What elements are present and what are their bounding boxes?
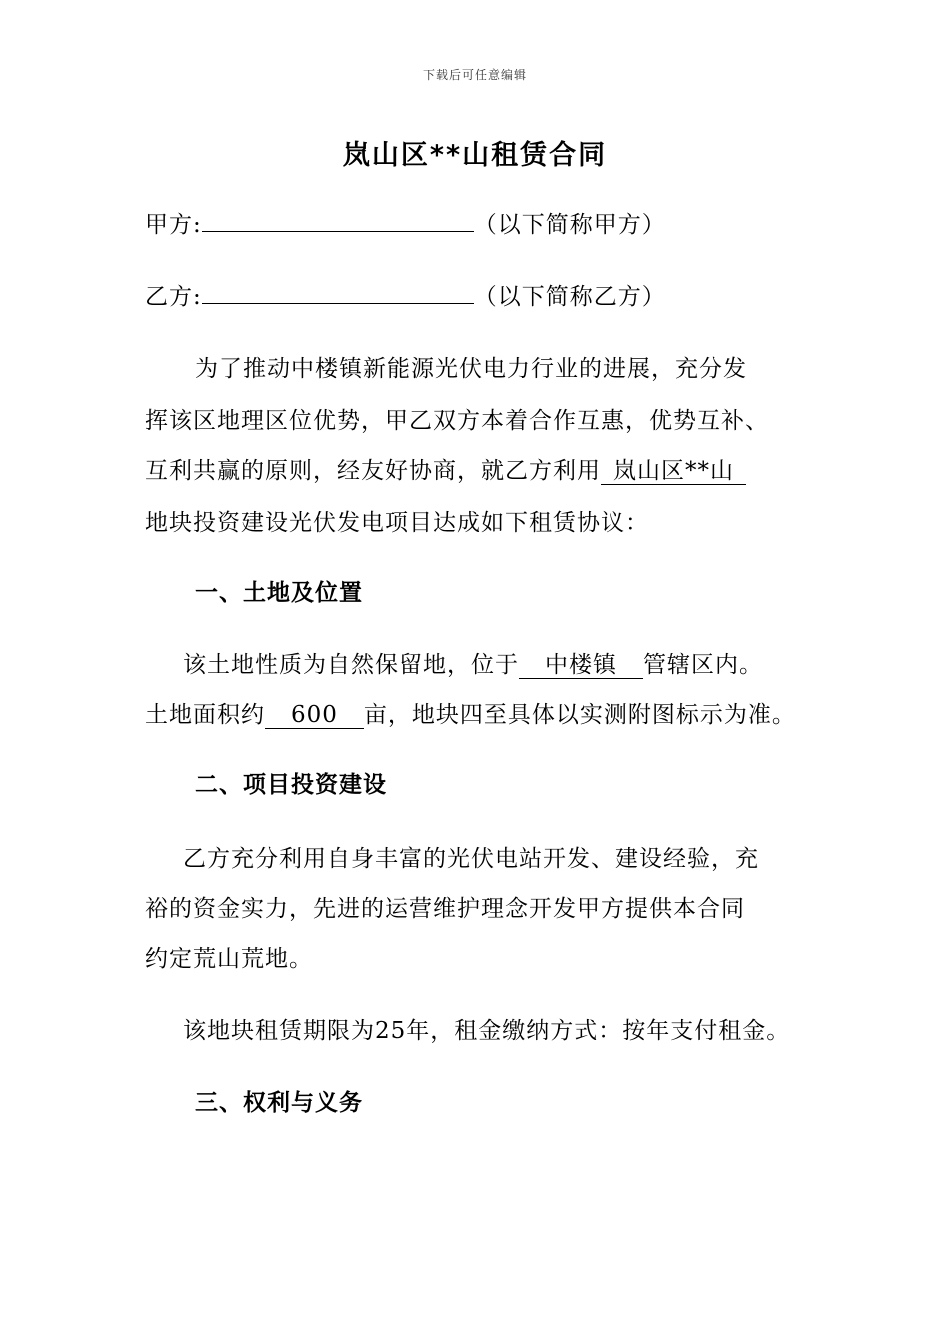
section-1-line-1: [183, 646, 763, 679]
section-1-line-1-suffix: 管辖区内。: [643, 652, 763, 678]
intro-location-fill: 岚山区**山: [601, 458, 746, 485]
intro-line-3: [145, 452, 746, 485]
party-a-blank: [202, 209, 474, 232]
section-2-p1-line-2: 裕的资金实力，先进的运营维护理念开发甲方提供本合同: [145, 896, 745, 922]
intro-line-1: 为了推动中楼镇新能源光伏电力行业的进展，充分发: [195, 356, 747, 382]
party-b-label: 乙方:: [145, 284, 202, 310]
section-1-line-2-suffix: 亩，地块四至具体以实测附图标示为准。: [363, 702, 796, 728]
party-b-line: [145, 278, 666, 311]
document-title: 岚山区**山租赁合同: [342, 140, 608, 171]
party-a-suffix: （以下简称甲方）: [473, 212, 666, 238]
section-2-p2-line-1: 该地块租赁期限为25年，租金缴纳方式：按年支付租金。: [183, 1018, 791, 1044]
section-2-p1-line-1: 乙方充分利用自身丰富的光伏电站开发、建设经验，充: [183, 846, 759, 872]
section-1-heading: 一、土地及位置: [195, 580, 363, 606]
section-3-heading: 三、权利与义务: [195, 1090, 363, 1116]
section-2-p1-line-3: 约定荒山荒地。: [145, 946, 313, 972]
section-1-line-2-prefix: 土地面积约: [145, 702, 265, 728]
party-b-suffix: （以下简称乙方）: [473, 284, 666, 310]
intro-line-3-prefix: 互利共赢的原则，经友好协商，就乙方利用: [145, 458, 601, 484]
intro-line-2: 挥该区地理区位优势，甲乙双方本着合作互惠，优势互补、: [145, 408, 769, 434]
intro-line-4: 地块投资建设光伏发电项目达成如下租赁协议：: [145, 510, 649, 536]
party-a-line: [145, 206, 666, 239]
area-fill: 600: [265, 702, 364, 729]
section-2-heading: 二、项目投资建设: [195, 772, 387, 798]
party-b-blank: [202, 281, 474, 304]
section-1-line-2: [145, 696, 796, 729]
party-a-label: 甲方:: [145, 212, 202, 238]
header-note: 下载后可任意编辑: [422, 68, 527, 82]
town-fill: 中楼镇: [519, 652, 643, 679]
section-1-line-1-prefix: 该土地性质为自然保留地，位于: [183, 652, 519, 678]
